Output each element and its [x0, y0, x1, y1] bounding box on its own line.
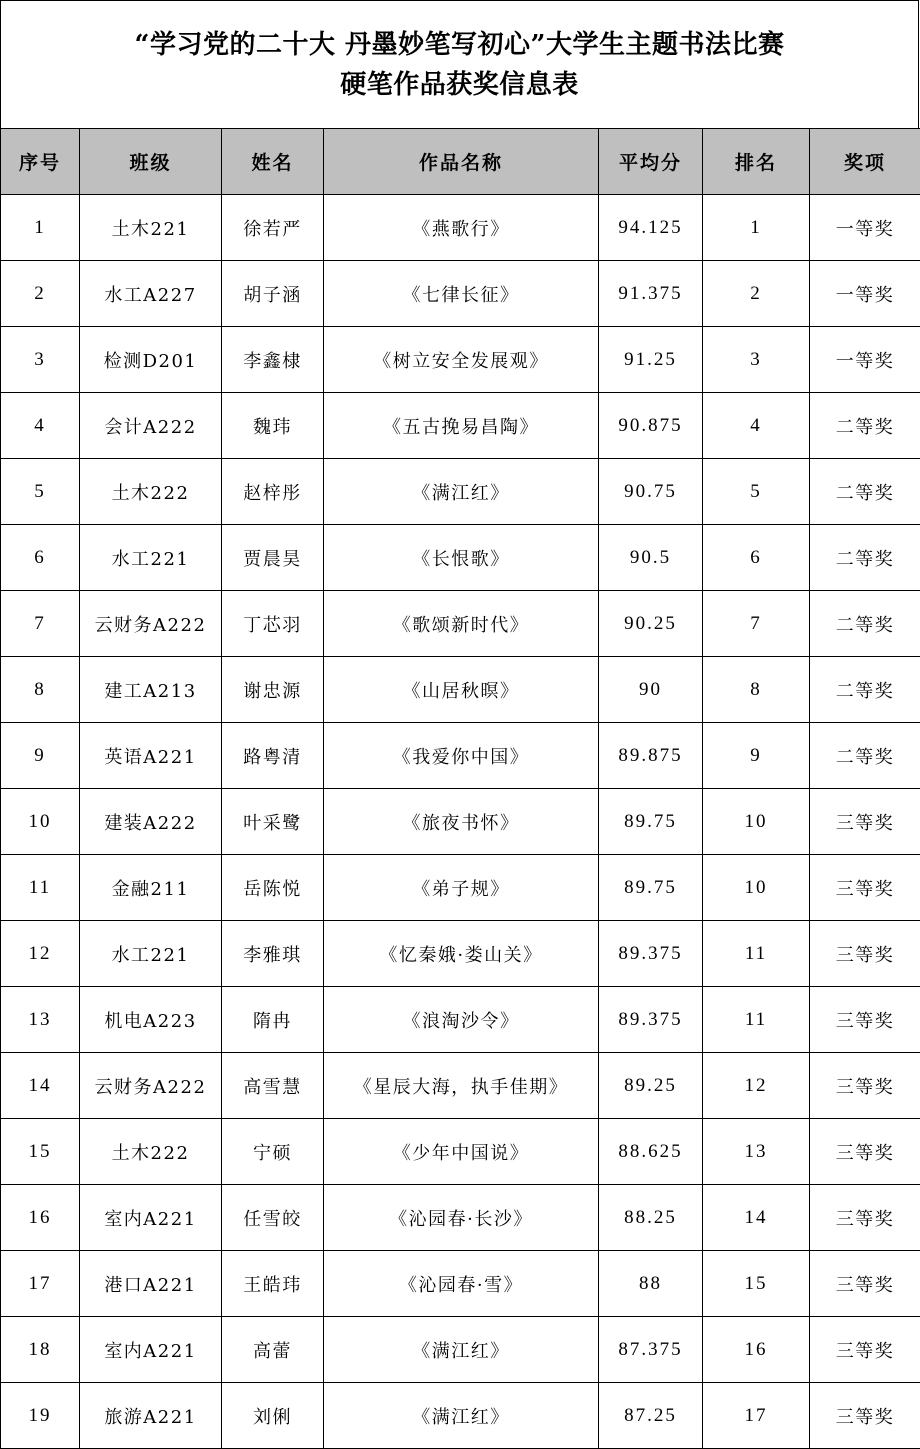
header-row: [1, 129, 920, 195]
title-line-2: 硬笔作品获奖信息表: [340, 69, 579, 100]
table-row: [1, 1383, 920, 1449]
table-row: [1, 987, 920, 1053]
table-row: [1, 657, 920, 723]
cell-name: 岳陈悦: [222, 855, 324, 921]
table-row: [1, 393, 920, 459]
cell-work-title: 《弟子规》: [324, 855, 599, 921]
table-row: [1, 195, 920, 261]
cell-index: 13: [1, 987, 80, 1053]
cell-name: 高蕾: [222, 1317, 324, 1383]
cell-class: 检测D201: [80, 327, 222, 393]
header-cell-award: 奖项: [810, 129, 920, 195]
cell-average-score: 89.875: [599, 723, 703, 789]
cell-index: 1: [1, 195, 80, 261]
table-row: [1, 525, 920, 591]
cell-award: 二等奖: [810, 393, 920, 459]
cell-index: 11: [1, 855, 80, 921]
header-cell-index: 序号: [1, 129, 80, 195]
table-body: [1, 195, 920, 1449]
cell-work-title: 《我爱你中国》: [324, 723, 599, 789]
header-cell-name: 姓名: [222, 129, 324, 195]
cell-average-score: 88: [599, 1251, 703, 1317]
cell-average-score: 89.75: [599, 789, 703, 855]
cell-average-score: 87.25: [599, 1383, 703, 1449]
cell-rank: 6: [703, 525, 810, 591]
cell-index: 16: [1, 1185, 80, 1251]
cell-work-title: 《忆秦娥·娄山关》: [324, 921, 599, 987]
cell-name: 隋冉: [222, 987, 324, 1053]
table-row: [1, 327, 920, 393]
cell-rank: 8: [703, 657, 810, 723]
cell-index: 3: [1, 327, 80, 393]
table-row: [1, 921, 920, 987]
cell-average-score: 90.25: [599, 591, 703, 657]
table-row: [1, 789, 920, 855]
cell-index: 10: [1, 789, 80, 855]
cell-award: 二等奖: [810, 591, 920, 657]
cell-rank: 12: [703, 1053, 810, 1119]
cell-class: 会计A222: [80, 393, 222, 459]
header-cell-class: 班级: [80, 129, 222, 195]
cell-index: 18: [1, 1317, 80, 1383]
cell-class: 土木222: [80, 1119, 222, 1185]
cell-work-title: 《歌颂新时代》: [324, 591, 599, 657]
header-cell-work-title: 作品名称: [324, 129, 599, 195]
cell-award: 三等奖: [810, 789, 920, 855]
cell-average-score: 89.375: [599, 987, 703, 1053]
cell-work-title: 《星辰大海，执手佳期》: [324, 1053, 599, 1119]
cell-class: 建装A222: [80, 789, 222, 855]
cell-average-score: 89.375: [599, 921, 703, 987]
cell-work-title: 《燕歌行》: [324, 195, 599, 261]
table-row: [1, 723, 920, 789]
cell-average-score: 90: [599, 657, 703, 723]
cell-class: 水工A227: [80, 261, 222, 327]
cell-average-score: 89.75: [599, 855, 703, 921]
cell-class: 云财务A222: [80, 1053, 222, 1119]
cell-name: 宁硕: [222, 1119, 324, 1185]
cell-award: 一等奖: [810, 327, 920, 393]
cell-award: 二等奖: [810, 459, 920, 525]
cell-rank: 5: [703, 459, 810, 525]
cell-work-title: 《沁园春·雪》: [324, 1251, 599, 1317]
cell-rank: 15: [703, 1251, 810, 1317]
title-block: [0, 0, 919, 128]
cell-work-title: 《旅夜书怀》: [324, 789, 599, 855]
cell-award: 二等奖: [810, 723, 920, 789]
cell-index: 15: [1, 1119, 80, 1185]
table-row: [1, 855, 920, 921]
cell-rank: 7: [703, 591, 810, 657]
cell-index: 19: [1, 1383, 80, 1449]
table-row: [1, 1185, 920, 1251]
table-row: [1, 459, 920, 525]
cell-name: 胡子涵: [222, 261, 324, 327]
table-row: [1, 1053, 920, 1119]
cell-name: 谢忠源: [222, 657, 324, 723]
cell-class: 云财务A222: [80, 591, 222, 657]
cell-name: 魏玮: [222, 393, 324, 459]
cell-work-title: 《满江红》: [324, 1317, 599, 1383]
cell-work-title: 《浪淘沙令》: [324, 987, 599, 1053]
cell-average-score: 90.75: [599, 459, 703, 525]
cell-rank: 17: [703, 1383, 810, 1449]
cell-class: 英语A221: [80, 723, 222, 789]
cell-average-score: 91.375: [599, 261, 703, 327]
cell-average-score: 87.375: [599, 1317, 703, 1383]
cell-work-title: 《满江红》: [324, 459, 599, 525]
cell-name: 丁芯羽: [222, 591, 324, 657]
table-row: [1, 261, 920, 327]
cell-average-score: 94.125: [599, 195, 703, 261]
cell-award: 一等奖: [810, 261, 920, 327]
title-line-1: “学习党的二十大 丹墨妙笔写初心”大学生主题书法比赛: [134, 29, 785, 60]
cell-award: 一等奖: [810, 195, 920, 261]
cell-rank: 11: [703, 921, 810, 987]
cell-average-score: 89.25: [599, 1053, 703, 1119]
cell-work-title: 《沁园春·长沙》: [324, 1185, 599, 1251]
cell-name: 王皓玮: [222, 1251, 324, 1317]
cell-award: 三等奖: [810, 1119, 920, 1185]
cell-name: 刘俐: [222, 1383, 324, 1449]
cell-work-title: 《少年中国说》: [324, 1119, 599, 1185]
cell-index: 4: [1, 393, 80, 459]
cell-rank: 10: [703, 789, 810, 855]
cell-rank: 1: [703, 195, 810, 261]
table-row: [1, 1251, 920, 1317]
cell-index: 14: [1, 1053, 80, 1119]
cell-class: 水工221: [80, 525, 222, 591]
cell-award: 二等奖: [810, 525, 920, 591]
cell-award: 三等奖: [810, 1383, 920, 1449]
cell-class: 水工221: [80, 921, 222, 987]
cell-rank: 4: [703, 393, 810, 459]
cell-name: 贾晨昊: [222, 525, 324, 591]
cell-work-title: 《满江红》: [324, 1383, 599, 1449]
cell-award: 三等奖: [810, 921, 920, 987]
cell-rank: 11: [703, 987, 810, 1053]
cell-average-score: 88.25: [599, 1185, 703, 1251]
cell-class: 室内A221: [80, 1317, 222, 1383]
cell-rank: 13: [703, 1119, 810, 1185]
cell-award: 三等奖: [810, 1185, 920, 1251]
cell-rank: 16: [703, 1317, 810, 1383]
cell-class: 港口A221: [80, 1251, 222, 1317]
cell-rank: 2: [703, 261, 810, 327]
cell-work-title: 《长恨歌》: [324, 525, 599, 591]
award-table: [0, 128, 920, 1449]
cell-award: 三等奖: [810, 1317, 920, 1383]
cell-award: 三等奖: [810, 1053, 920, 1119]
cell-work-title: 《五古挽易昌陶》: [324, 393, 599, 459]
cell-average-score: 91.25: [599, 327, 703, 393]
cell-average-score: 88.625: [599, 1119, 703, 1185]
cell-rank: 10: [703, 855, 810, 921]
cell-index: 7: [1, 591, 80, 657]
table-row: [1, 1317, 920, 1383]
cell-rank: 14: [703, 1185, 810, 1251]
cell-work-title: 《山居秋暝》: [324, 657, 599, 723]
cell-name: 李雅琪: [222, 921, 324, 987]
cell-class: 土木222: [80, 459, 222, 525]
cell-index: 6: [1, 525, 80, 591]
cell-class: 旅游A221: [80, 1383, 222, 1449]
table-row: [1, 591, 920, 657]
cell-name: 李鑫棣: [222, 327, 324, 393]
cell-index: 5: [1, 459, 80, 525]
header-cell-average-score: 平均分: [599, 129, 703, 195]
cell-class: 金融211: [80, 855, 222, 921]
cell-award: 三等奖: [810, 855, 920, 921]
cell-work-title: 《七律长征》: [324, 261, 599, 327]
cell-class: 机电A223: [80, 987, 222, 1053]
cell-index: 8: [1, 657, 80, 723]
cell-class: 建工A213: [80, 657, 222, 723]
cell-class: 室内A221: [80, 1185, 222, 1251]
cell-average-score: 90.5: [599, 525, 703, 591]
cell-index: 9: [1, 723, 80, 789]
cell-award: 二等奖: [810, 657, 920, 723]
cell-award: 三等奖: [810, 987, 920, 1053]
cell-name: 叶采鹭: [222, 789, 324, 855]
cell-name: 赵梓彤: [222, 459, 324, 525]
table-row: [1, 1119, 920, 1185]
cell-index: 12: [1, 921, 80, 987]
cell-name: 任雪皎: [222, 1185, 324, 1251]
header-cell-rank: 排名: [703, 129, 810, 195]
cell-name: 路粤清: [222, 723, 324, 789]
cell-rank: 3: [703, 327, 810, 393]
cell-index: 17: [1, 1251, 80, 1317]
cell-average-score: 90.875: [599, 393, 703, 459]
cell-class: 土木221: [80, 195, 222, 261]
cell-name: 徐若严: [222, 195, 324, 261]
cell-index: 2: [1, 261, 80, 327]
cell-work-title: 《树立安全发展观》: [324, 327, 599, 393]
cell-rank: 9: [703, 723, 810, 789]
cell-award: 三等奖: [810, 1251, 920, 1317]
cell-name: 高雪慧: [222, 1053, 324, 1119]
